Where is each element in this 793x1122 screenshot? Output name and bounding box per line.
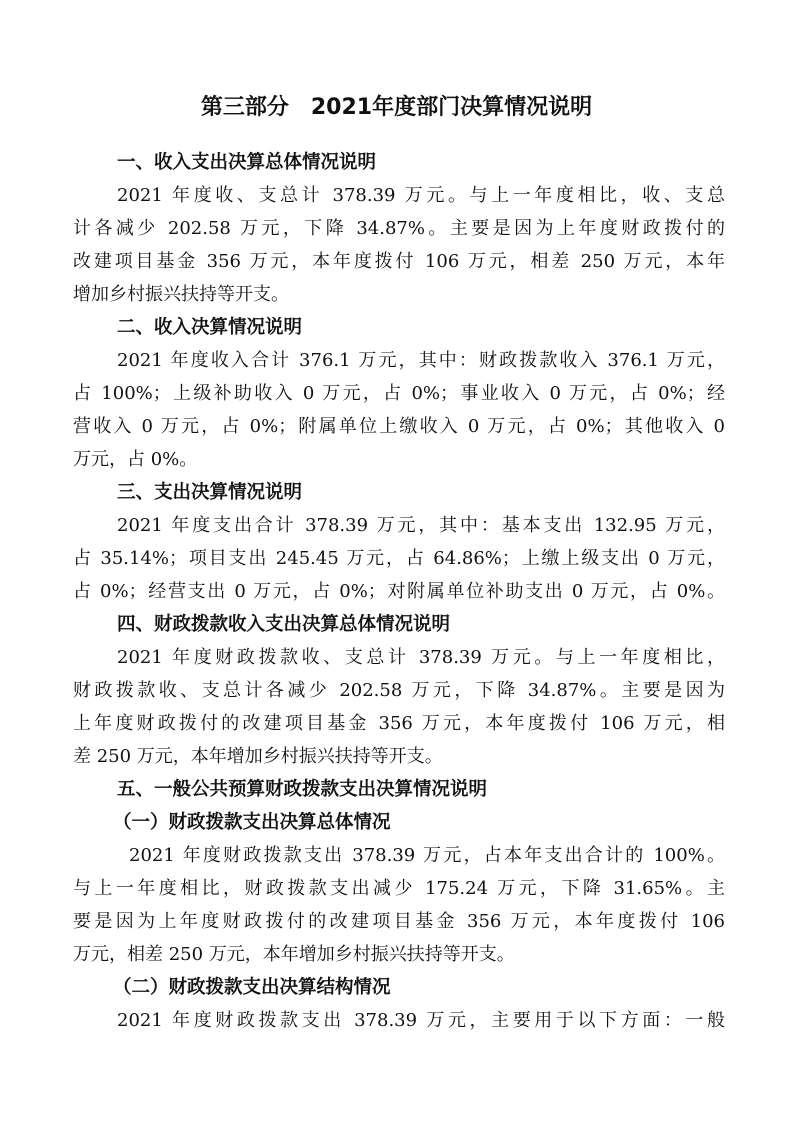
paragraph-line: 与上一年度相比，财政拨款支出减少 175.24 万元，下降 31.65%。主 <box>73 878 725 899</box>
paragraph-line: 差 250 万元，本年增加乡村振兴扶持等开支。 <box>73 746 443 767</box>
paragraph-line: 2021 年度支出合计 378.39 万元，其中：基本支出 132.95 万元， <box>117 515 725 536</box>
section-paragraph-1 <box>73 179 725 311</box>
subsection-heading-2: （二）财政拨款支出决算结构情况 <box>113 977 391 998</box>
paragraph-line: 占 35.14%；项目支出 245.45 万元，占 64.86%；上缴上级支出 0 万元， <box>73 548 725 569</box>
document-body <box>73 146 725 1037</box>
paragraph-line: 计各减少 202.58 万元，下降 34.87%。主要是因为上年度财政拨付的 <box>73 218 725 239</box>
paragraph-line: 2021 年度财政拨款支出 378.39 万元，占本年支出合计的 100%。 <box>129 845 725 866</box>
paragraph-line: 改建项目基金 356 万元，本年度拨付 106 万元，相差 250 万元，本年 <box>73 251 725 272</box>
paragraph-line: 2021 年度收入合计 376.1 万元，其中：财政拨款收入 376.1 万元， <box>117 350 725 371</box>
paragraph-line: 占 0%；经营支出 0 万元，占 0%；对附属单位补助支出 0 万元，占 0%。 <box>73 581 725 602</box>
paragraph-line: 要是因为上年度财政拨付的改建项目基金 356 万元，本年度拨付 106 <box>73 911 725 932</box>
paragraph-line: 万元，相差 250 万元，本年增加乡村振兴扶持等开支。 <box>73 944 515 965</box>
section-heading-3: 三、支出决算情况说明 <box>117 482 303 503</box>
section-paragraph-4 <box>73 641 725 773</box>
paragraph-line: 增加乡村振兴扶持等开支。 <box>73 284 289 305</box>
subsection-paragraph-1 <box>73 839 725 971</box>
section-heading-1: 一、收入支出决算总体情况说明 <box>117 152 377 173</box>
paragraph-line: 占 100%；上级补助收入 0 万元，占 0%；事业收入 0 万元，占 0%；经 <box>73 383 725 404</box>
subsection-paragraph-2 <box>73 1004 725 1037</box>
page-title: 第三部分 2021年度部门决算情况说明 <box>200 95 593 120</box>
paragraph-line: 财政拨款收、支总计各减少 202.58 万元，下降 34.87%。主要是因为 <box>73 680 725 701</box>
section-heading-5: 五、一般公共预算财政拨款支出决算情况说明 <box>117 779 488 800</box>
paragraph-line: 万元，占 0%。 <box>73 449 198 470</box>
paragraph-line: 2021 年度收、支总计 378.39 万元。与上一年度相比，收、支总 <box>117 185 725 206</box>
section-heading-4: 四、财政拨款收入支出决算总体情况说明 <box>117 614 451 635</box>
section-paragraph-2 <box>73 344 725 476</box>
subsection-heading-1: （一）财政拨款支出决算总体情况 <box>113 812 391 833</box>
section-paragraph-3 <box>73 509 725 608</box>
paragraph-line: 2021 年度财政拨款支出 378.39 万元，主要用于以下方面：一般 <box>117 1010 725 1031</box>
paragraph-line: 上年度财政拨付的改建项目基金 356 万元，本年度拨付 106 万元，相 <box>73 713 725 734</box>
paragraph-line: 2021 年度财政拨款收、支总计 378.39 万元。与上一年度相比， <box>117 647 725 668</box>
paragraph-line: 营收入 0 万元，占 0%；附属单位上缴收入 0 万元，占 0%；其他收入 0 <box>73 416 725 437</box>
section-heading-2: 二、收入决算情况说明 <box>117 317 303 338</box>
